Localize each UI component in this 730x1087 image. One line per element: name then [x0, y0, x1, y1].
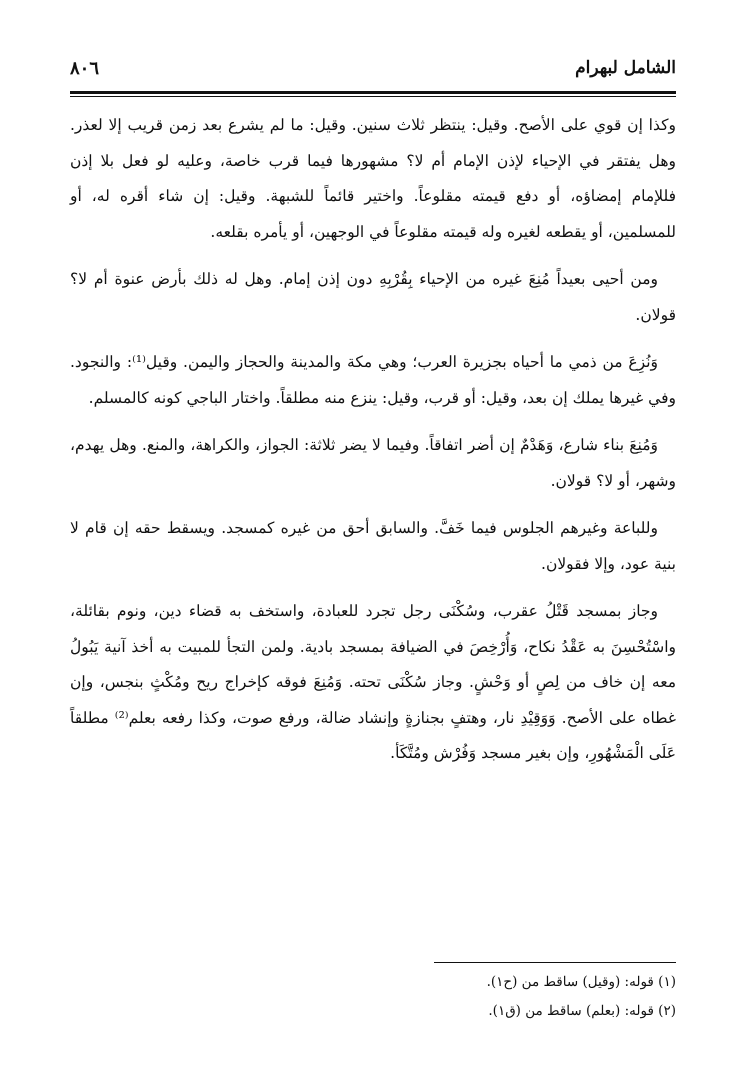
footnotes — [70, 968, 676, 1026]
header-rule-thin — [70, 96, 676, 97]
footnote-separator — [434, 962, 676, 963]
paragraph: وَنُزِعَ من ذمي ما أحياه بجزيرة العرب؛ وهي مكة والمدينة والحجاز واليمن. وقيل⁽¹⁾: والنجود. وفي غيرها يملك إن بعد، وقيل: أو قرب، وقيل: ينزع منه مطلقاً. واختار الباجي كونه كالمسلم. — [70, 353, 676, 407]
footnote: (٢) قوله: (بعلم) ساقط من (ق١). — [488, 1003, 676, 1019]
paragraph: وللباعة وغيرهم الجلوس فيما خَفَّ. والسابق أحق من غيره كمسجد. ويسقط حقه إن قام لا بنية عود، وإلا فقولان. — [70, 519, 676, 573]
paragraph: وجاز بمسجد قَتْلُ عقرب، وسُكْنَى رجل تجرد للعبادة، واستخف به قضاء دين، ونوم بقائلة، واسْتُحْسِنَ به عَقْدُ نكاح، وَأُرْخِصَ في الضيافة بمسجد بادية. ولمن التجأ للمبيت به أخذ آنية يَبُولُ معه إن خاف من لِصٍ أو وَحْشٍ. وجاز سُكْنَى تحته. وَمُنِعَ فوقه كإخراج ريح ومُكْثٍ بنجس، وإن غطاه على الأصح. وَوَقِيْدِ نار، وهتفٍ بجنازةٍ وإنشاد ضالة، ورفع صوت، وكذا رفعه بعلم⁽²⁾ مطلقاً عَلَى الْمَشْهُورِ، وإن بغير مسجد وَفُرْش ومُتَّكَأ. — [70, 602, 676, 762]
page-header — [70, 58, 676, 88]
running-title: الشامل لبهرام — [575, 58, 676, 78]
page-number: ٨٠٦ — [70, 58, 100, 79]
paragraph: ومن أحيى بعيداً مُنِعَ غيره من الإحياء بِقُرْبِهِ دون إذن إمام. وهل له ذلك بأرض عنوة أم لا؟ قولان. — [70, 270, 676, 324]
paragraph: وكذا إن قوي على الأصح. وقيل: ينتظر ثلاث سنين. وقيل: ما لم يشرع بعد زمن قريب إلا لعذر. وهل يفتقر في الإحياء لإذن الإمام أم لا؟ مشهورها فيما قرب خاصة، وعليه لو فعل بلا إذن فللإمام إمضاؤه، أو دفع قيمته مقلوعاً. واختير قائماً للشبهة. وقيل: إن شاء أقره له، أو للمسلمين، أو يقطعه لغيره وله قيمته مقلوعاً في الوجهين، أو يأمره بقلعه. — [70, 116, 676, 241]
footnote: (١) قوله: (وقيل) ساقط من (ح١). — [486, 974, 676, 990]
paragraph: وَمُنِعَ بناء شارع، وَهَدْمٌ إن أضر اتفاقاً. وفيما لا يضر ثلاثة: الجواز، والكراهة، والمنع. وهل يهدم، وشهر، أو لا؟ قولان. — [70, 436, 676, 490]
header-rule — [70, 91, 676, 94]
main-text — [70, 108, 676, 784]
